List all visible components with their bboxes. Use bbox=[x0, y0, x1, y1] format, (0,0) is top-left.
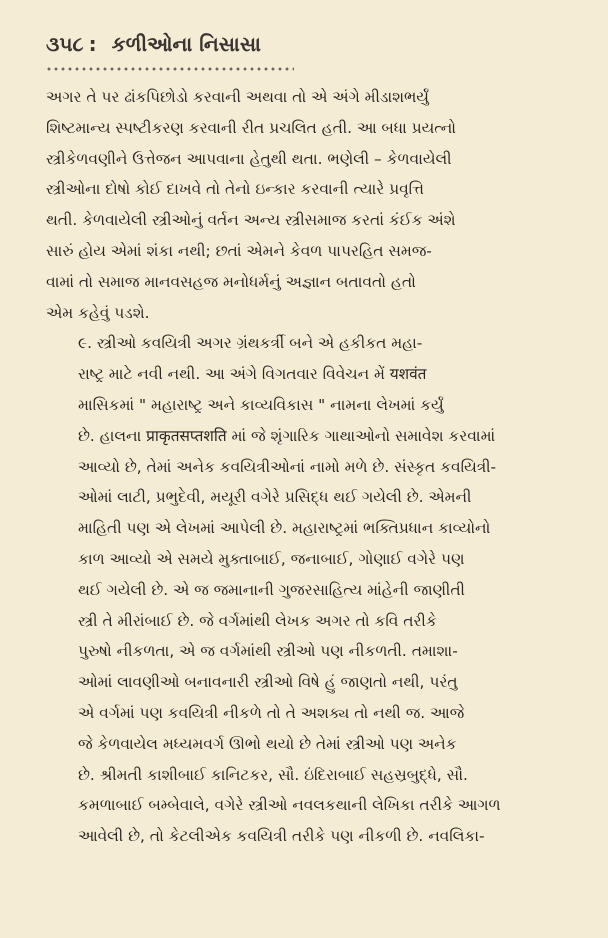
text-line: માહિતી પણ એ લેખમાં આપેલી છે. મહારાષ્ટ્રમાં ભક્તિપ્રધાન કાવ્યોનો bbox=[78, 519, 491, 538]
text-line: કાળ આવ્યો એ સમયે મુક્તાબાઈ, જનાબાઈ, ગોણાઈ વગેરે પણ bbox=[78, 549, 465, 568]
body-text bbox=[46, 82, 562, 852]
paragraph bbox=[46, 328, 562, 852]
text-line: સ્ત્રીકેળવણીને ઉત્તેજન આપવાના હેતુથી થતા. ભણેલી – કેળવાયેલી bbox=[46, 149, 452, 168]
running-title: કળીઓના નિસાસા bbox=[111, 32, 261, 56]
text-line: રાષ્ટ્ર માટે નવી નથી. આ અંગે વિગતવાર વિવેચન મેં यशवंत bbox=[78, 365, 427, 384]
text-line: અગર તે પર ઢાંકપિછોડો કરવાની અથવા તો એ અંગે મીડાશભર્યું bbox=[46, 88, 429, 106]
text-line: એમ કહેવું પડશે. bbox=[46, 303, 150, 322]
text-line: એ વર્ગમાં પણ કવયિત્રી નીકળે તો તે અશક્ય તો નથી જ. આજે bbox=[78, 703, 465, 722]
text-line: આવ્યો છે, તેમાં અનેક કવયિત્રીઓનાં નામો મળે છે. સંસ્કૃત કવયિત્રી- bbox=[78, 457, 497, 476]
paragraph bbox=[46, 82, 562, 328]
text-line: સ્ત્રી તે મીરાંબાઈ છે. જે વર્ગમાંથી લેખક અગર તો કવિ તરીકે bbox=[78, 611, 437, 630]
wavy-underline bbox=[46, 66, 294, 72]
text-line: ઓમાં લાવણીઓ બનાવનારી સ્ત્રીઓ વિષે હું જાણતો નથી, પરંતુ bbox=[78, 673, 458, 692]
text-line: ૯. સ્ત્રીઓ કવયિત્રી અગર ગ્રંથકર્ત્રી બને એ હકીકત મહા- bbox=[78, 334, 423, 353]
text-line: સ્ત્રીઓના દોષો કોઈ દાખવે તો તેનો ઇન્કાર કરવાની ત્યારે પ્રવૃત્તિ bbox=[46, 180, 424, 199]
text-line: છે. શ્રીમતી કાશીબાઈ કાનિટકર, સૌ. ઇંદિરાબાઈ સહસ્રબુદ્ધે, સૌ. bbox=[78, 765, 468, 784]
text-line: થતી. કેળવાયેલી સ્ત્રીઓનું વર્તન અન્ય સ્ત્રીસમાજ કરતાં કંઈક અંશે bbox=[46, 211, 456, 230]
text-line: થઈ ગયેલી છે. એ જ જમાનાની ગુજરસાહિત્ય માંહેની જાણીતી bbox=[78, 580, 465, 599]
text-line: જે કેળવાયેલ મધ્યમવર્ગ ઊભો થયો છે તેમાં સ્ત્રીઓ પણ અનેક bbox=[78, 734, 457, 753]
text-line: માસિકમાં " મહારાષ્ટ્ર અને કાવ્યવિકાસ " નામના લેખમાં કર્યું bbox=[78, 395, 444, 414]
text-line: વામાં તો સમાજ માનવસહજ મનોધર્મનું અજ્ઞાન બતાવતો હતો bbox=[46, 272, 416, 291]
text-line: કમળાબાઈ બમ્બેવાલે, વગેરે સ્ત્રીઓ નવલકથાની લેખિકા તરીકે આગળ bbox=[78, 796, 501, 815]
text-line: આવેલી છે, તો કેટલીએક કવયિત્રી તરીકે પણ નીકળી છે. નવલિકા- bbox=[78, 827, 485, 846]
text-line: ઓમાં લાટી, પ્રભુદેવી, મયૂરી વગેરે પ્રસિદ્ધ થઈ ગયેલી છે. એમની bbox=[78, 488, 472, 507]
page-number: ૩૫૮ bbox=[46, 32, 84, 56]
page-header bbox=[46, 32, 562, 82]
text-line: પુરુષો નીકળતા, એ જ વર્ગમાંથી સ્ત્રીઓ પણ નીકળતી. તમાશા- bbox=[78, 642, 458, 661]
text-line: સારું હોય એમાં શંકા નથી; છતાં એમને કેવળ પાપરહિત સમજ- bbox=[46, 241, 432, 260]
header-separator: : bbox=[88, 32, 97, 56]
text-line: છે. હાલના प्राकृतसप्तशति માં જે શૃંગારિક ગાથાઓનો સમાવેશ કરવામાં bbox=[78, 426, 496, 445]
text-line: શિષ્ટમાન્ય સ્પષ્ટીકરણ કરવાની રીત પ્રચલિત હતી. આ બધા પ્રયત્નો bbox=[46, 118, 457, 137]
